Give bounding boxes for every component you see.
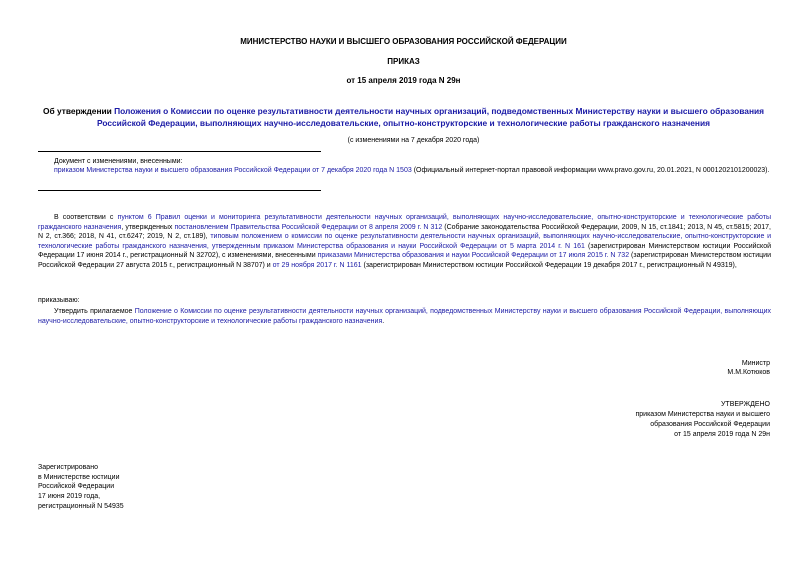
changes-intro: Документ с изменениями, внесенными: xyxy=(54,158,183,165)
ministry-heading: МИНИСТЕРСТВО НАУКИ И ВЫСШЕГО ОБРАЗОВАНИЯ РОССИЙСКОЙ ФЕДЕРАЦИИ xyxy=(240,37,567,46)
p1-text-e: (зарегистрирован Министерством юстиции Российской Федерации 27 августа 2015 г., регистрационный N 38707) и xyxy=(38,252,772,269)
document-title xyxy=(30,105,777,129)
p1-text-c: (Собрание законодательства Российской Федерации, 2009, N 15, ст.1841; 2013, N 45, ст.5815; 2017, N 2, ст.366; 2018, N 41, ст.6247; 2019, N 2, ст.189), xyxy=(38,223,771,241)
p1-link-standard-regulation[interactable]: типовым положением о комиссии по оценке результативности деятельности научных организаций, выполняющих научно-исследовательские, опытно-конструкторские и технологические работы гражданского назначения, утвержденным приказом Министерства образования и науки Российской Федерации от 5 марта 2014 г. N 161 xyxy=(38,233,771,250)
document-date-number: от 15 апреля 2019 года N 29н xyxy=(346,76,461,85)
p2-text-b: . xyxy=(382,317,385,325)
p1-text-a: В соответствии с xyxy=(54,214,118,221)
approved-word: УТВЕРЖДЕНО xyxy=(720,401,770,408)
registration-line-3: Российской Федерации xyxy=(38,483,115,490)
changes-link[interactable]: приказом Министерства науки и высшего образования Российской Федерации от 7 декабря 2020 года N 1503 xyxy=(54,167,412,174)
p1-text-f: (зарегистрирован Министерством юстиции Российской Федерации 19 декабря 2017 г., регистрационный N 49319), xyxy=(361,261,737,269)
p1-text-b: , утвержденных xyxy=(121,223,175,231)
divider-bottom xyxy=(38,190,321,191)
changes-text xyxy=(54,166,770,176)
registration-line-4: 17 июня 2019 года, xyxy=(38,493,101,500)
registration-line-1: Зарегистрировано xyxy=(38,464,98,471)
registration-line-5: регистрационный N 54935 xyxy=(38,503,124,510)
approved-line-1: приказом Министерства науки и высшего xyxy=(635,411,770,418)
order-word: приказываю: xyxy=(38,297,80,304)
document-type: ПРИКАЗ xyxy=(387,57,420,66)
signature-name: М.М.Котюков xyxy=(727,369,770,376)
p1-link-orders-732[interactable]: приказами Министерства образования и науки Российской Федерации от 17 июля 2015 г. N 732 xyxy=(317,252,630,260)
approve-paragraph xyxy=(38,307,771,326)
preamble-paragraph xyxy=(38,213,771,271)
p1-link-rules[interactable]: пунктом 6 Правил оценки и мониторинга результативности деятельности научных организаций, выполняющих научно-исследовательские, опытно-конструкторские и технологические работы гражданского назначения xyxy=(38,214,772,231)
divider-top xyxy=(38,151,321,152)
p1-link-order-1161[interactable]: от 29 ноября 2017 г. N 1161 xyxy=(272,261,362,269)
registration-line-2: в Министерстве юстиции xyxy=(38,474,120,481)
p2-text-a: Утвердить прилагаемое xyxy=(54,308,135,315)
signature-position: Министр xyxy=(741,360,770,367)
approved-line-2: образования Российской Федерации xyxy=(650,421,770,428)
p1-text-d: (зарегистрирован Министерством юстиции Российской Федерации 17 июня 2014 г., регистрационный N 32702), с изменениями, внесенными xyxy=(38,242,772,260)
amendment-note: (с изменениями на 7 декабря 2020 года) xyxy=(347,137,480,144)
title-prefix: Об утверждении xyxy=(42,106,115,116)
p2-link-regulation[interactable]: Положение о Комиссии по оценке результативности деятельности научных организаций, подведомственных Министерству науки и высшего образования Российской Федерации, выполняющих научно-исследовательские, опытно-конструкторские и технологические работы гражданского назначения xyxy=(38,308,771,325)
changes-rest: (Официальный интернет-портал правовой информации www.pravo.gov.ru, 20.01.2021, N 0001202101200023). xyxy=(411,167,770,174)
p1-link-resolution[interactable]: постановлением Правительства Российской Федерации от 8 апреля 2009 г. N 312 xyxy=(174,223,443,231)
title-link[interactable]: Положения о Комиссии по оценке результативности деятельности научных организаций, подведомственных Министерству науки и высшего образования Российской Федерации, выполняющих научно-исследовательские, опытно-конструкторские и технологические работы гражданского назначения xyxy=(96,106,765,128)
approved-line-3: от 15 апреля 2019 года N 29н xyxy=(674,431,770,438)
